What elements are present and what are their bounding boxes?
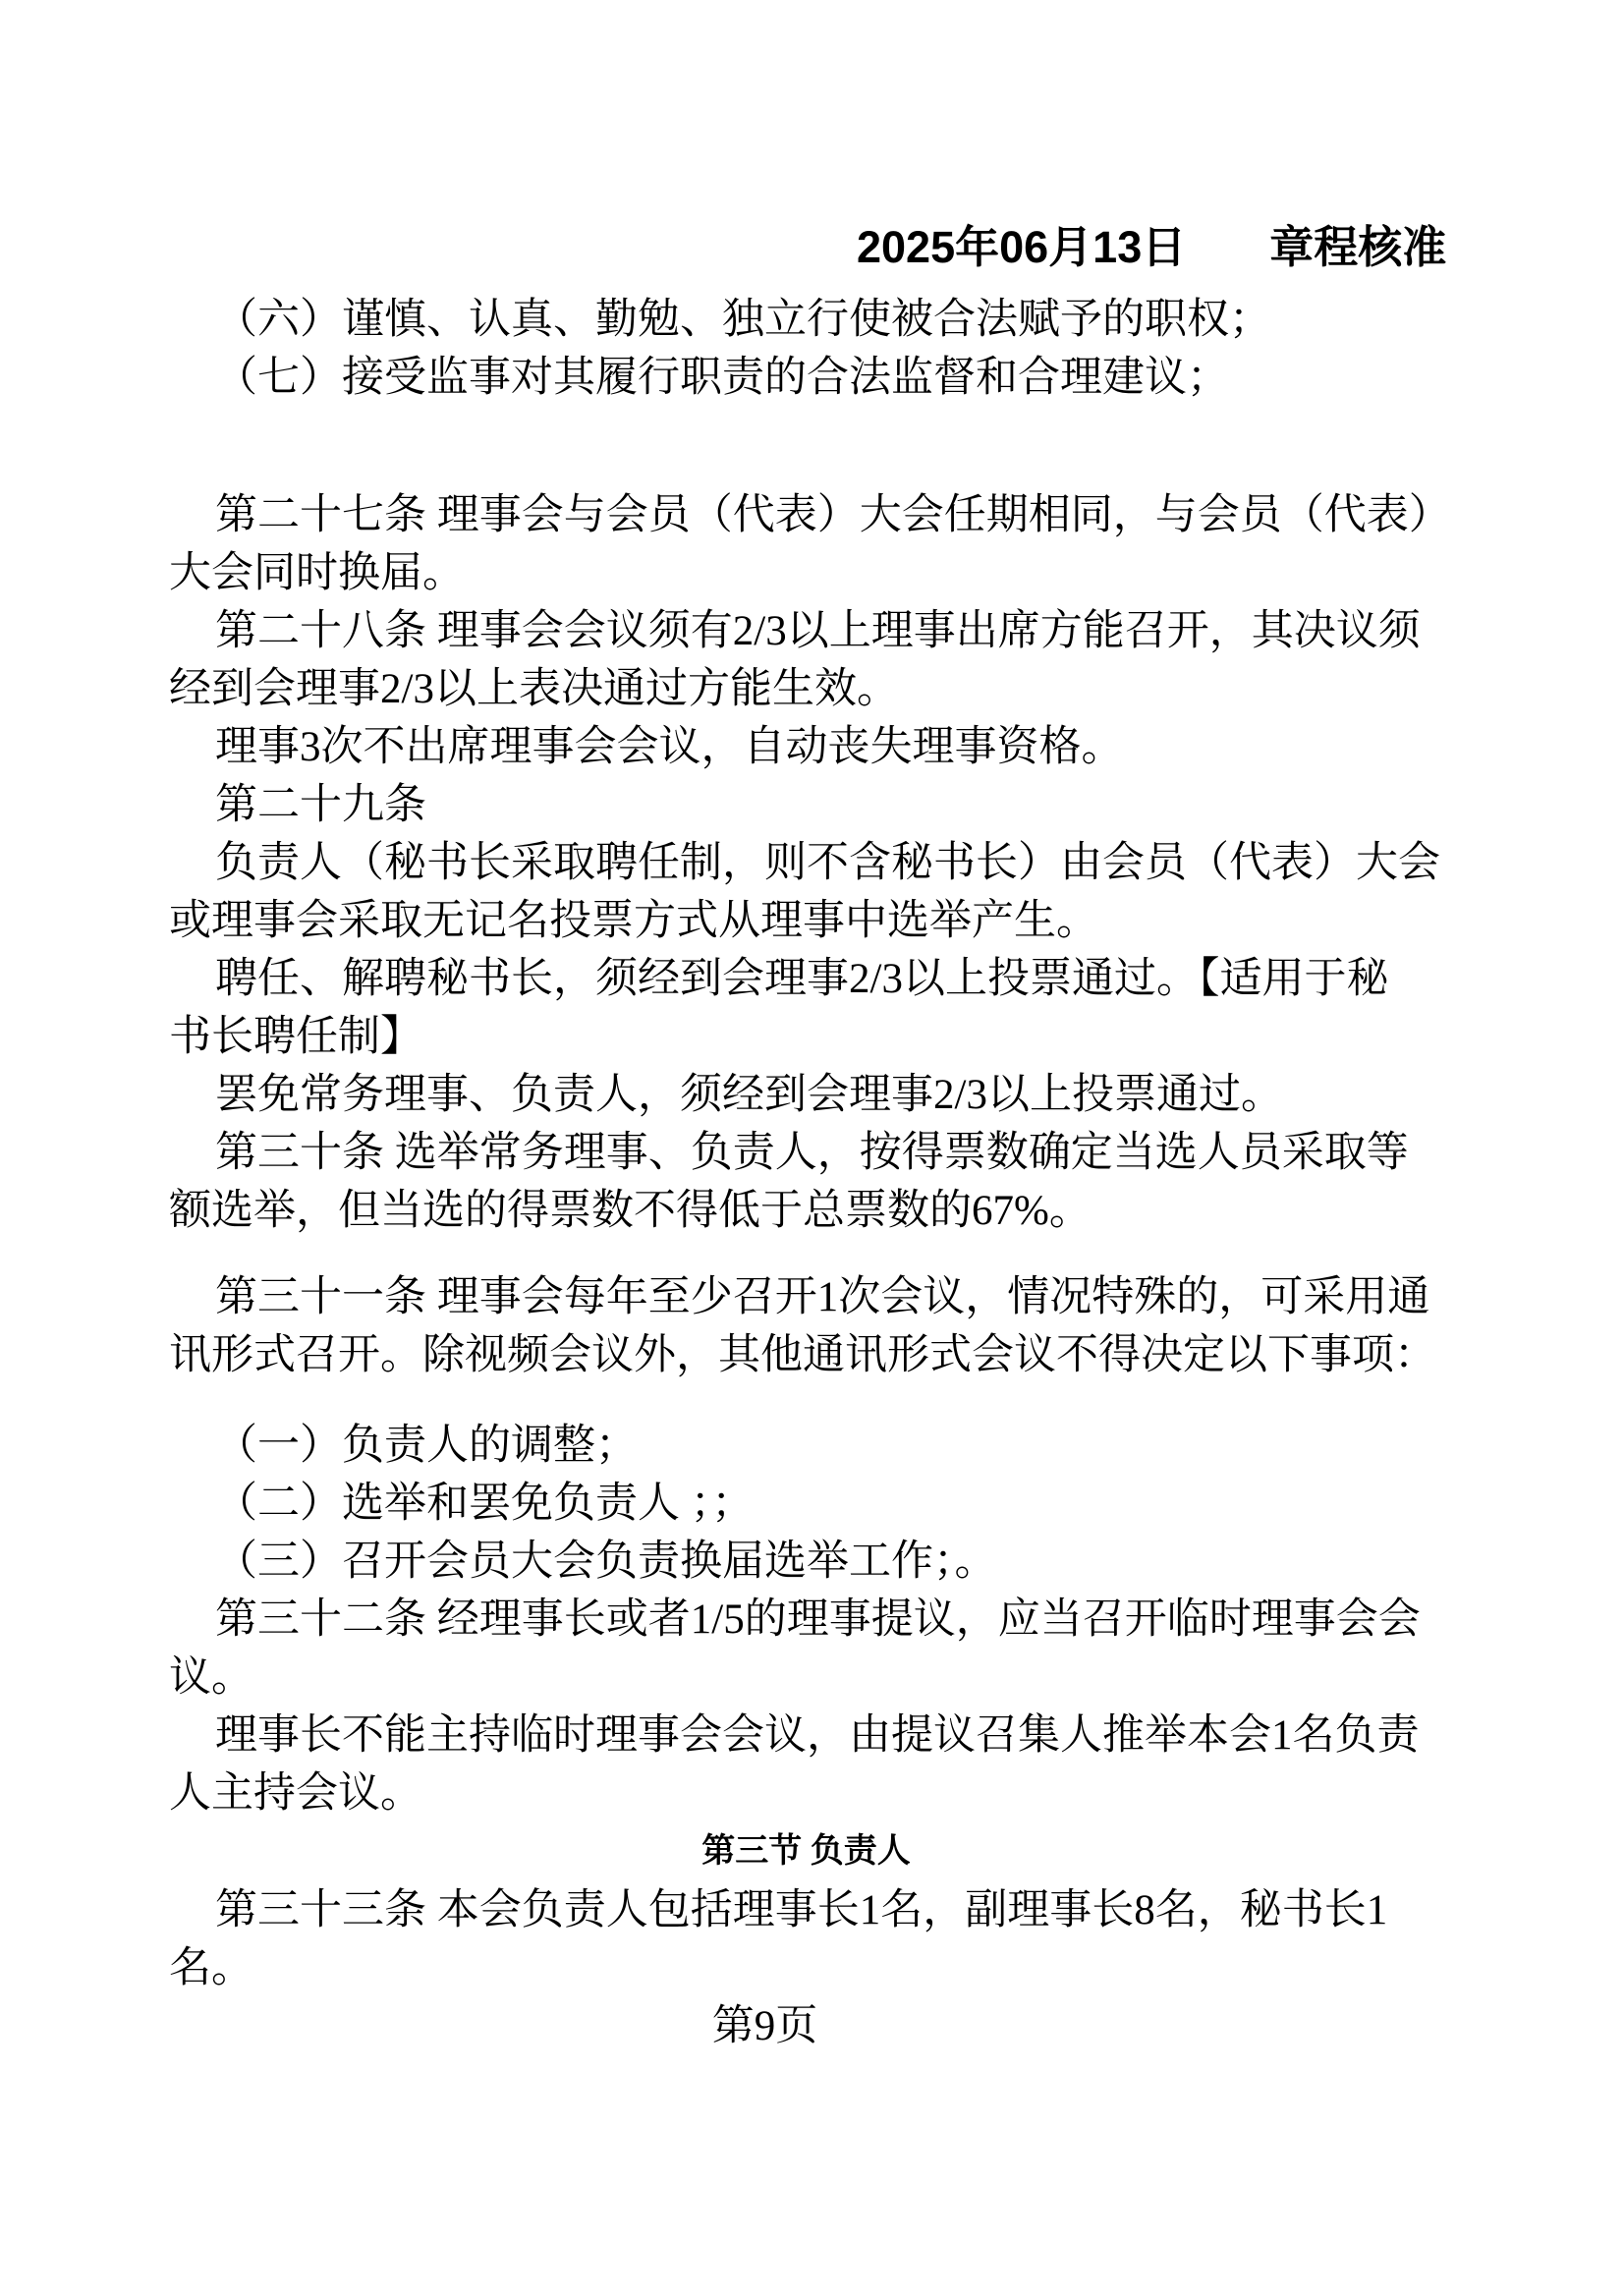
paragraph-spacer (169, 1384, 1467, 1417)
text-line: 第二十七条 理事会与会员（代表）大会任期相同，与会员（代表） (215, 492, 1451, 538)
paragraph-spacer (169, 407, 1467, 486)
text-line: 书长聘任制】 (169, 1014, 422, 1060)
text-line: （六）谨慎、认真、勤勉、独立行使被合法赋予的职权； (215, 297, 1271, 343)
text-line: 讯形式召开。除视频会议外，其他通讯形式会议不得决定以下事项： (169, 1332, 1436, 1378)
text-line: 第三十二条 经理事长或者1/5的理事提议，应当召开临时理事会会 (215, 1596, 1421, 1643)
text-line: 或理事会采取无记名投票方式从理事中选举产生。 (169, 898, 1098, 944)
text-line: 第三十条 选举常务理事、负责人，按得票数确定当选人员采取等 (215, 1130, 1409, 1176)
text-line: 罢免常务理事、负责人，须经到会理事2/3以上投票通过。 (215, 1072, 1283, 1118)
header-title: 章程核准 (1269, 222, 1447, 272)
text-line: 第二十九条 (215, 782, 426, 828)
text-line: 第二十八条 理事会会议须有2/3以上理事出席方能召开，其决议须 (215, 608, 1421, 654)
text-line: 议。 (169, 1654, 253, 1701)
text-line: 经到会理事2/3以上表决通过方能生效。 (169, 666, 899, 712)
header-date: 2025年06月13日 (857, 222, 1187, 272)
text-line: 理事3次不出席理事会会议，自动丧失理事资格。 (215, 724, 1124, 770)
text-line: 第三十一条 理事会每年至少召开1次会议，情况特殊的，可采用通 (215, 1274, 1430, 1320)
page-number-footer: 第9页 (711, 2003, 818, 2049)
text-line: 负责人（秘书长采取聘任制，则不含秘书长）由会员（代表）大会 (215, 840, 1440, 886)
text-line: 聘任、解聘秘书长，须经到会理事2/3以上投票通过。【适用于秘 (215, 956, 1389, 1002)
section-heading: 第三节 负责人 (701, 1833, 911, 1870)
text-line: 名。 (169, 1945, 253, 1991)
body-lines-top (169, 291, 1467, 1822)
text-line: （二）选举和罢免负责人 ；； (215, 1481, 755, 1527)
text-line: （一）负责人的调整； (215, 1423, 638, 1469)
text-line: （三）召开会员大会负责换届选举工作；。 (215, 1539, 997, 1585)
paragraph-spacer (169, 1240, 1467, 1268)
text-line: （七）接受监事对其履行职责的合法监督和合理建议； (215, 355, 1229, 401)
text-line: 第三十三条 本会负责人包括理事长1名，副理事长8名，秘书长1 (215, 1887, 1388, 1933)
text-line: 大会同时换届。 (169, 550, 465, 596)
text-line: 人主持会议。 (169, 1770, 422, 1817)
body-lines-bottom (169, 1881, 1467, 1997)
text-line: 额选举，但当选的得票数不得低于总票数的67%。 (169, 1188, 1092, 1234)
text-line: 理事长不能主持临时理事会会议，由提议召集人推举本会1名负责 (215, 1712, 1420, 1759)
